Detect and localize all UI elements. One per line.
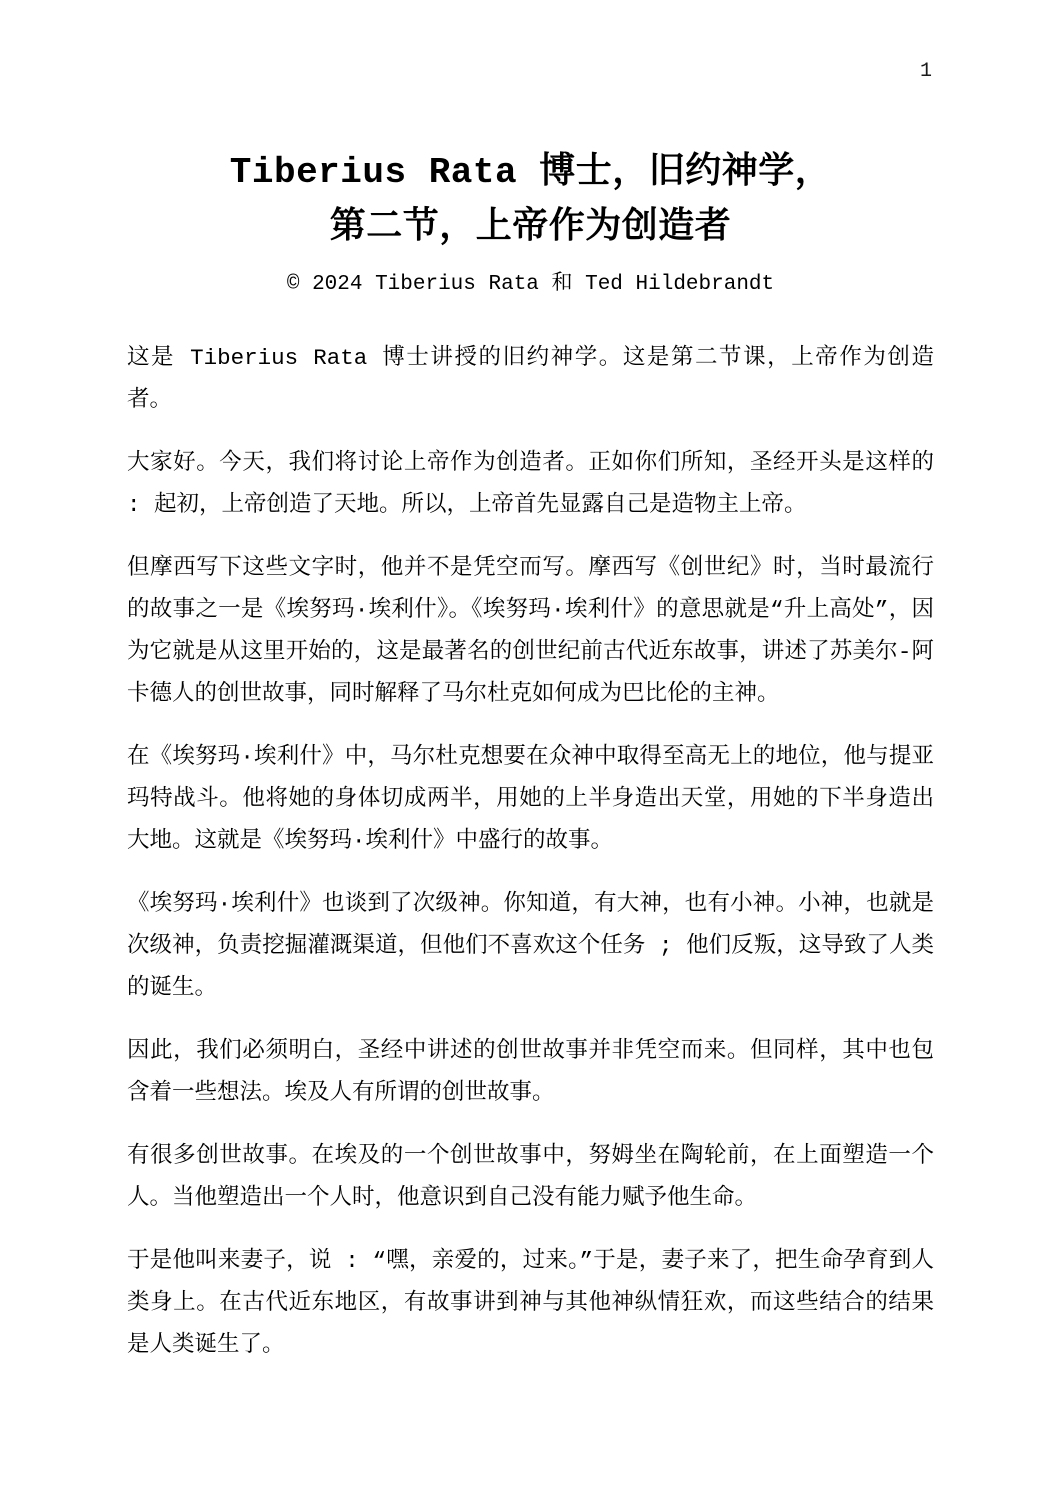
document-title bbox=[127, 145, 934, 255]
paragraph: 但摩西写下这些文字时，他并不是凭空而写。摩西写《创世纪》时，当时最流行的故事之一是《埃努玛·埃利什》。《埃努玛·埃利什》的意思就是“升上高处”，因为它就是从这里开始的，这是最著名的创世纪前古代近东故事，讲述了苏美尔-阿卡德人的创世故事，同时解释了马尔杜克如何成为巴比伦的主神。 bbox=[127, 555, 934, 707]
paragraph: 大家好。今天，我们将讨论上帝作为创造者。正如你们所知，圣经开头是这样的 : 起初，上帝创造了天地。所以，上帝首先显露自己是造物主上帝。 bbox=[127, 450, 934, 518]
paragraph: 在《埃努玛·埃利什》中，马尔杜克想要在众神中取得至高无上的地位，他与提亚玛特战斗。他将她的身体切成两半，用她的上半身造出天堂，用她的下半身造出大地。这就是《埃努玛·埃利什》中盛行的故事。 bbox=[127, 744, 934, 854]
body-text bbox=[127, 337, 934, 1366]
paragraph: 这是 Tiberius Rata 博士讲授的旧约神学。这是第二节课，上帝作为创造者。 bbox=[127, 345, 934, 413]
copyright-line: © 2024 Tiberius Rata 和 Ted Hildebrandt bbox=[286, 273, 775, 296]
title-line-1: Tiberius Rata 博士，旧约神学， bbox=[229, 152, 832, 193]
paragraph: 因此，我们必须明白，圣经中讲述的创世故事并非凭空而来。但同样，其中也包含着一些想法。埃及人有所谓的创世故事。 bbox=[127, 1038, 934, 1106]
paragraph: 《埃努玛·埃利什》也谈到了次级神。你知道，有大神，也有小神。小神，也就是次级神，负责挖掘灌溉渠道，但他们不喜欢这个任务 ; 他们反叛，这导致了人类的诞生。 bbox=[127, 891, 934, 1001]
paragraph: 于是他叫来妻子，说 : “嘿，亲爱的，过来。”于是，妻子来了，把生命孕育到人类身上。在古代近东地区，有故事讲到神与其他神纵情狂欢，而这些结合的结果是人类诞生了。 bbox=[127, 1248, 934, 1358]
paragraph: 有很多创世故事。在埃及的一个创世故事中，努姆坐在陶轮前，在上面塑造一个人。当他塑造出一个人时，他意识到自己没有能力赋予他生命。 bbox=[127, 1143, 934, 1211]
page-number: 1 bbox=[919, 60, 932, 83]
title-line-2: 第二节，上帝作为创造者 bbox=[329, 207, 732, 248]
